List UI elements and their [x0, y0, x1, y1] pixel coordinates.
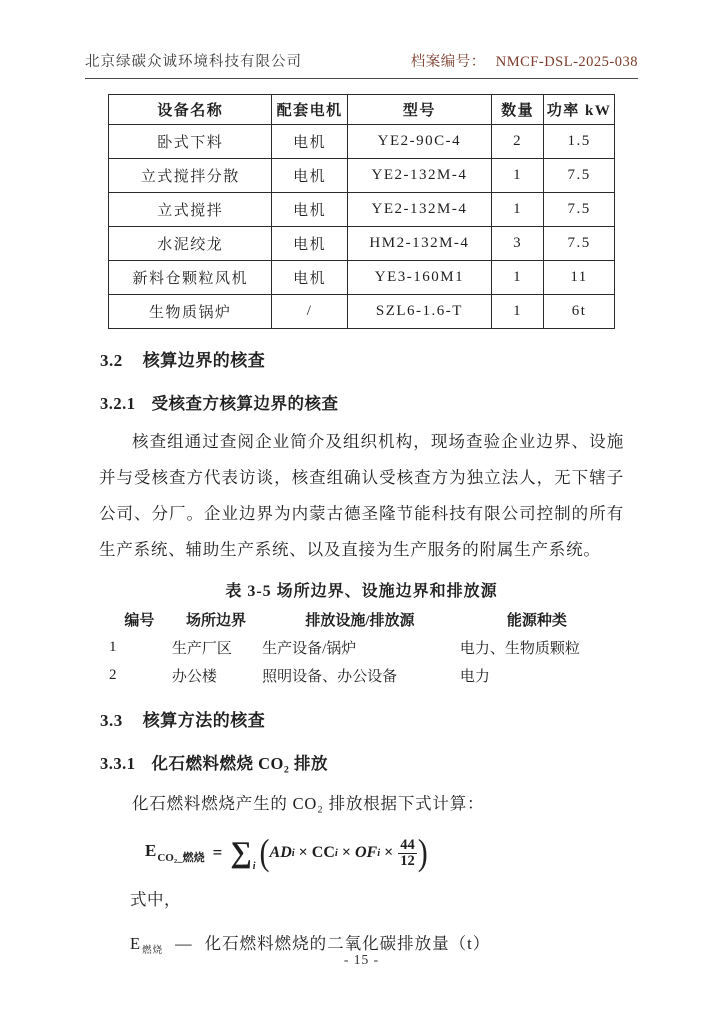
table-cell: 生产设备/锅炉 [262, 640, 357, 657]
definition-text: 化石燃料燃烧的二氧化碳排放量（t） [204, 934, 491, 953]
column-header: 数量 [492, 95, 544, 125]
table-cell: 新料仓颗粒风机 [109, 261, 272, 295]
table-cell: 电机 [272, 227, 347, 261]
table-row [108, 661, 615, 689]
file-number [411, 50, 638, 71]
section-number: 3.3 [100, 711, 123, 730]
equipment-table-header-row [109, 95, 615, 125]
table-cell: 电力 [459, 668, 490, 685]
file-number-label: 档案编号： [410, 54, 486, 70]
co2-combustion-formula [145, 831, 638, 873]
open-paren: ( [259, 831, 270, 873]
close-paren: ) [417, 831, 428, 873]
formula-lhs-subscript: CO₂_燃烧 [157, 851, 205, 864]
section-heading-3-3-1 [100, 750, 638, 774]
table-cell: YE2-132M-4 [347, 193, 491, 227]
section-heading-3-2-1 [100, 390, 638, 414]
table-cell: YE2-132M-4 [347, 159, 491, 193]
table-cell: 2 [109, 666, 117, 683]
equipment-table [108, 94, 615, 329]
column-header: 排放设施/排放源 [305, 612, 415, 629]
boundary-table [108, 605, 615, 689]
table-cell: SZL6-1.6-T [347, 295, 491, 329]
table-cell: 水泥绞龙 [109, 227, 272, 261]
table-cell: 电力、生物质颗粒 [459, 640, 580, 657]
column-header: 设备名称 [109, 95, 272, 125]
where-label: 式中， [130, 890, 181, 909]
table-cell: 1 [492, 193, 544, 227]
table-cell: YE3-160M1 [347, 261, 491, 295]
table-cell: 生产厂区 [171, 640, 232, 657]
section-heading-3-2 [100, 346, 638, 371]
equals-sign: = [212, 843, 223, 862]
table-cell: 立式搅拌分散 [109, 159, 272, 193]
table-row [109, 125, 615, 159]
table-cell: 7.5 [544, 193, 615, 227]
term-AD: AD [269, 844, 292, 861]
page-number: - 15 - [343, 952, 380, 967]
table-cell: 电机 [272, 125, 347, 159]
section-heading-3-3 [100, 706, 638, 731]
section-number: 3.2.1 [100, 394, 136, 413]
table-cell: 3 [492, 227, 544, 261]
table-cell: 立式搅拌 [109, 193, 272, 227]
section-title: 核算方法的核查 [142, 711, 266, 730]
sigma-index: i [252, 861, 256, 872]
section-title: 核算边界的核查 [142, 351, 266, 370]
definition-symbol-subscript: 燃烧 [142, 946, 164, 957]
term-CC: CC [311, 844, 335, 861]
boundary-paragraph: 核查组通过查阅企业简介及组织机构，现场查验企业边界、设施并与受核查方代表访谈，核查组确认受核查方为独立法人，无下辖子公司、分厂。企业边界为内蒙古德圣隆节能科技有限公司控制的所有生产系统、辅助生产系统、以及直接为生产服务的附属生产系统。 [99, 432, 624, 559]
table-row [109, 227, 615, 261]
formula-terms: AD i × CC i × OF i × $\frac{44}{12}$ [269, 836, 415, 869]
table-cell: 7.5 [544, 159, 615, 193]
table-3-5-caption: 表 3-5 场所边界、设施边界和排放源 [225, 583, 498, 600]
boundary-table-header-row [108, 605, 615, 633]
table-cell: 2 [492, 125, 544, 159]
column-header: 功率 kW [544, 95, 615, 125]
boundary-table-body [108, 633, 615, 689]
column-header: 配套电机 [272, 95, 347, 125]
table-cell: 电机 [272, 261, 347, 295]
table-cell: 生物质锅炉 [109, 295, 272, 329]
table-cell: 电机 [272, 159, 347, 193]
times-sign: × [298, 844, 308, 861]
formula-lhs: $E_{CO_2\_燃烧}$ [145, 841, 205, 864]
table-cell: / [272, 295, 347, 329]
times-sign: × [384, 844, 394, 861]
table-cell: 7.5 [544, 227, 615, 261]
table-row [108, 633, 615, 661]
table-cell: 电机 [272, 193, 347, 227]
formula-lead-paragraph: 化石燃料燃烧产生的 CO₂ 排放根据下式计算： [132, 794, 485, 813]
table-cell: 1 [492, 295, 544, 329]
definition-symbol: E [130, 934, 141, 953]
section-title: 受核查方核算边界的核查 [151, 394, 339, 413]
term-OF: OF [354, 844, 378, 861]
table-cell: 卧式下料 [109, 125, 272, 159]
table-cell: YE2-90C-4 [347, 125, 491, 159]
times-sign: × [341, 844, 351, 861]
table-cell: 1 [492, 261, 544, 295]
table-cell: 1 [109, 638, 117, 655]
section-number: 3.2 [100, 351, 123, 370]
table-row [109, 193, 615, 227]
fraction-44-12: $\frac{44}{12}$ [400, 836, 415, 869]
table-cell: 1 [492, 159, 544, 193]
equipment-table-body [109, 125, 615, 329]
file-number-value: NMCF-DSL-2025-038 [495, 54, 638, 70]
table-row [109, 295, 615, 329]
column-header: 型号 [347, 95, 491, 125]
section-number: 3.3.1 [100, 754, 136, 773]
column-header: 能源种类 [506, 612, 567, 629]
table-row [109, 261, 615, 295]
page-header [85, 50, 638, 79]
column-header: 场所边界 [185, 612, 246, 629]
table-cell: HM2-132M-4 [347, 227, 491, 261]
table-cell: 1.5 [544, 125, 615, 159]
summation [230, 836, 257, 872]
section-title: 化石燃料燃烧 CO₂ 排放 [151, 754, 328, 773]
company-name: 北京绿碳众诚环境科技有限公司 [85, 54, 302, 70]
table-cell: 办公楼 [171, 668, 217, 685]
definition-dash: — [175, 934, 193, 953]
table-cell: 照明设备、办公设备 [262, 668, 398, 685]
sigma-symbol: ∑ [230, 836, 252, 869]
table-cell: 11 [544, 261, 615, 295]
table-cell: 6t [544, 295, 615, 329]
table-row [109, 159, 615, 193]
column-header: 编号 [124, 612, 155, 629]
